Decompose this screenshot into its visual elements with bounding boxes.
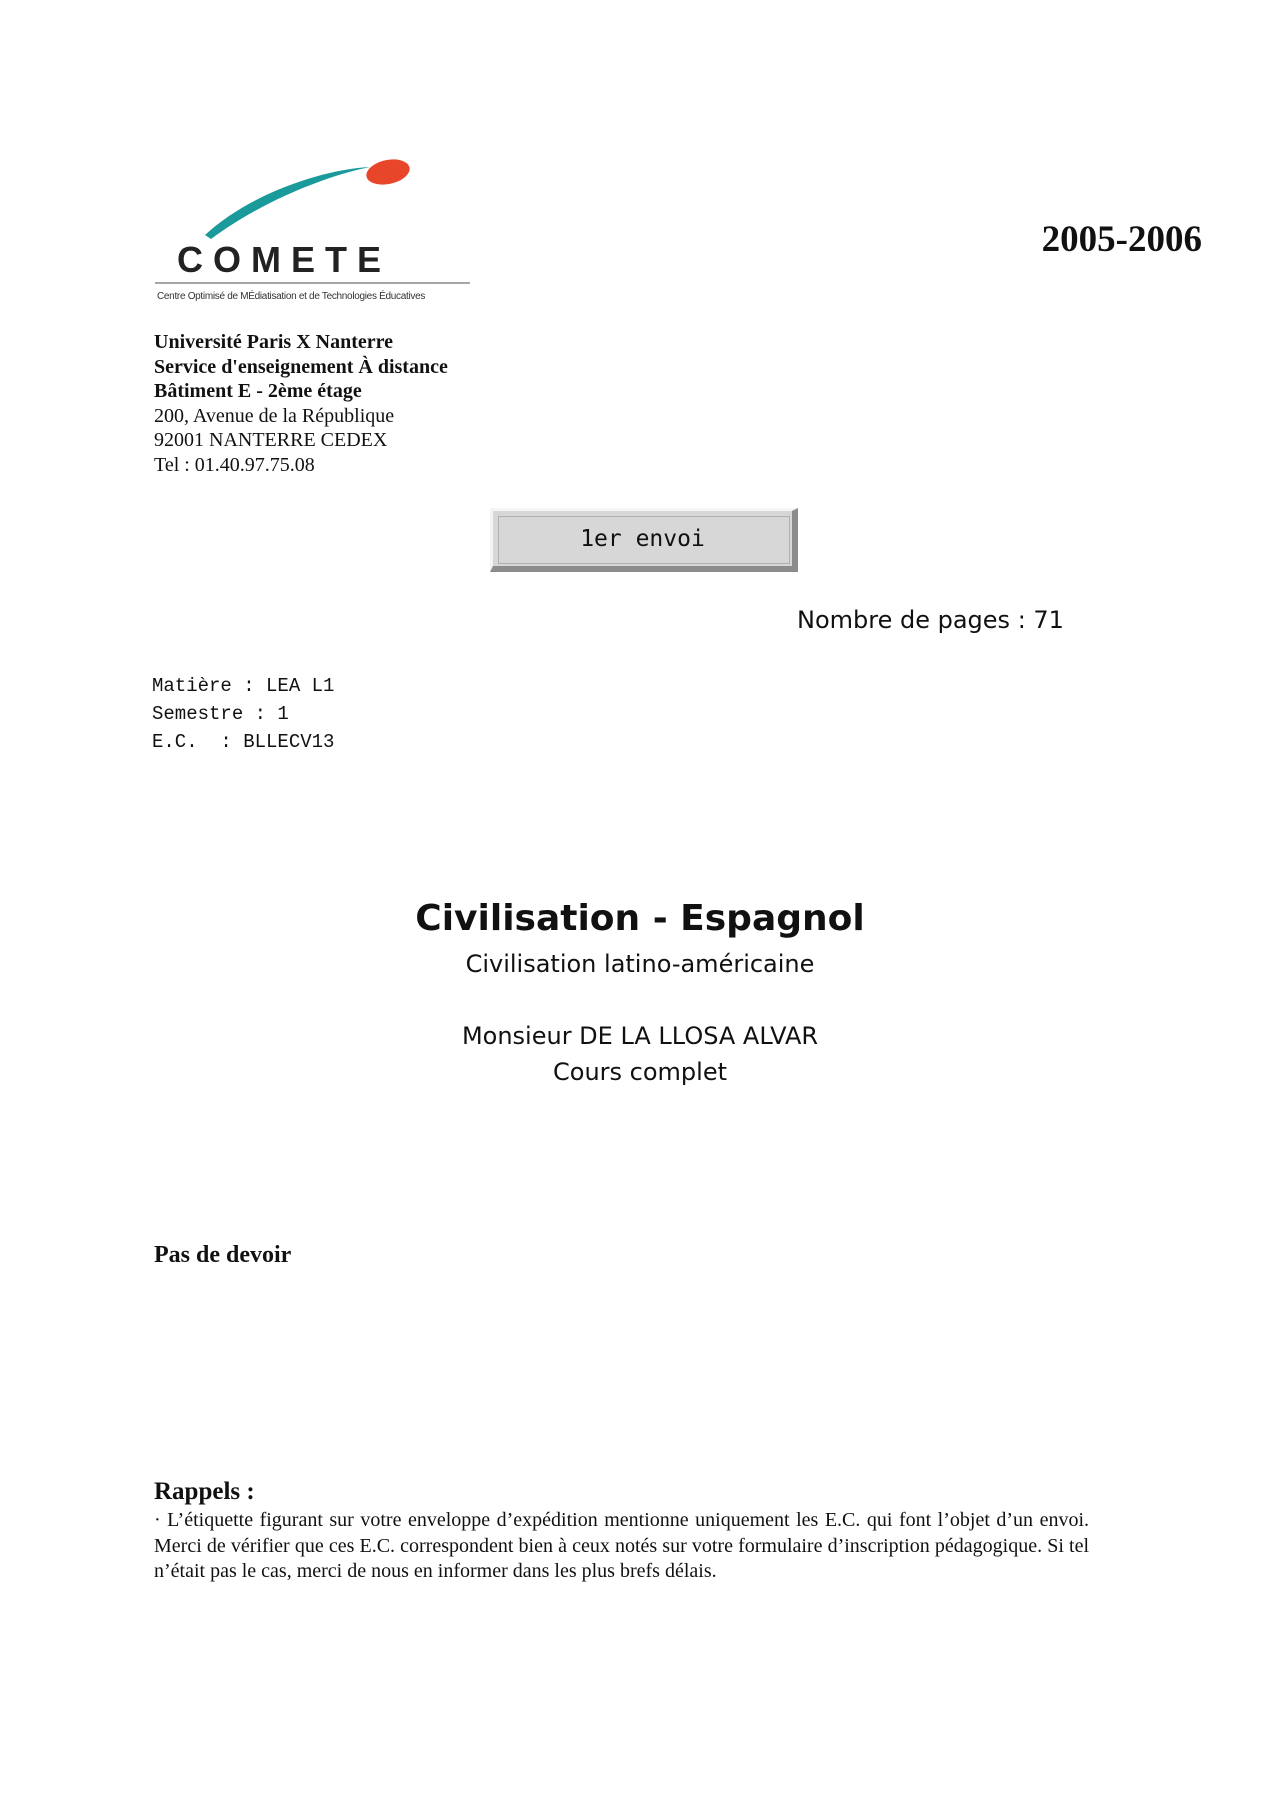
course-matiere: Matière : LEA L1 — [152, 675, 335, 697]
course-ec: E.C. : BLLECV13 — [152, 731, 335, 753]
rappels-paragraph: · L’étiquette figurant sur votre enveloppe d’expédition mentionne uniquement les E.C. qui font l’objet d’un envoi. Merci de vérifier que ces E.C. correspondent bien à ceux notés sur votre formulaire d’inscription pédagogique. Si tel n’était pas le cas, merci de nous en informer dans les plus brefs délais. — [154, 1509, 1089, 1582]
rappels-heading: Rappels : — [154, 1478, 255, 1505]
address-service: Service d'enseignement À distance — [154, 355, 448, 378]
logo-tagline: Centre Optimisé de MÉdiatisation et de Technologies Éducatives — [157, 291, 426, 302]
address-building: Bâtiment E - 2ème étage — [154, 380, 362, 402]
professor-name: Monsieur DE LA LLOSA ALVAR — [461, 1022, 819, 1050]
academic-year: 2005-2006 — [1041, 219, 1202, 260]
course-semestre: Semestre : 1 — [152, 703, 289, 725]
course-info — [152, 672, 334, 756]
page-count: Nombre de pages : 71 — [797, 606, 1064, 634]
address-block — [154, 330, 448, 477]
envoi-badge: 1er envoi — [490, 508, 798, 572]
document-subtitle: Civilisation latino-américaine — [465, 950, 815, 978]
address-university: Université Paris X Nanterre — [154, 331, 394, 353]
course-type: Cours complet — [553, 1058, 727, 1086]
logo-wordmark: COMETE — [177, 239, 392, 280]
document-title: Civilisation - Espagnol — [415, 898, 865, 939]
devoir-note: Pas de devoir — [154, 1242, 292, 1268]
address-phone: Tel : 01.40.97.75.08 — [154, 453, 315, 476]
address-city: 92001 NANTERRE CEDEX — [154, 429, 388, 451]
address-street: 200, Avenue de la République — [154, 404, 395, 427]
comete-logo — [155, 155, 470, 310]
